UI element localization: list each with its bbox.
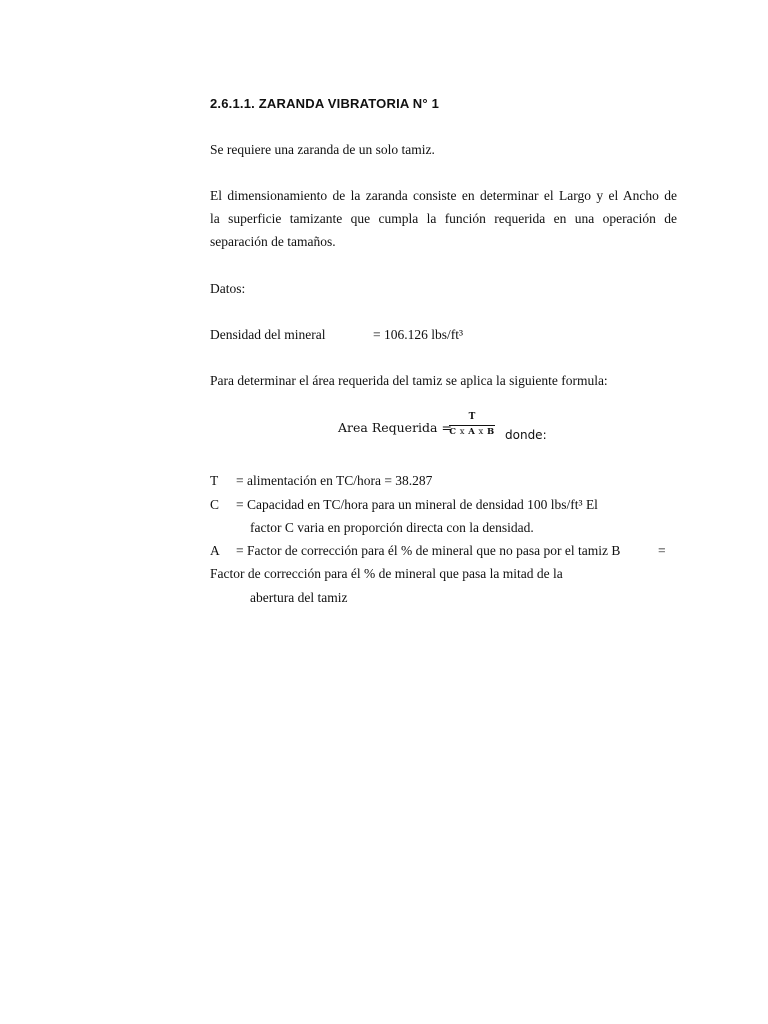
density-value: = 106.126 lbs/ft³ bbox=[373, 327, 464, 342]
formula-numerator: T bbox=[468, 412, 476, 422]
formula-fraction bbox=[449, 412, 495, 437]
intro-paragraph-2-line-2: la superficie tamizante que cumpla la función requerida en una operación de bbox=[210, 211, 677, 226]
intro-paragraph-2-line-1: El dimensionamiento de la zaranda consiste en determinar el Largo y el Ancho de bbox=[210, 188, 677, 203]
den-times-1: x bbox=[456, 427, 469, 437]
def-a-symbol: A bbox=[210, 543, 220, 558]
intro-paragraph-2-line-3: separación de tamaños. bbox=[210, 234, 336, 249]
formula-intro: Para determinar el área requerida del tamiz se aplica la siguiente formula: bbox=[210, 373, 608, 388]
def-b-equals: = bbox=[658, 543, 666, 558]
intro-paragraph-1: Se requiere una zaranda de un solo tamiz. bbox=[210, 142, 435, 157]
formula-lhs: Area Requerida = bbox=[338, 420, 452, 435]
den-times-2: x bbox=[475, 427, 488, 437]
formula-trailing: donde: bbox=[505, 428, 547, 442]
den-b: B bbox=[487, 427, 495, 437]
def-b-text: Factor de corrección para él % de mineral que pasa la mitad de la bbox=[210, 566, 563, 581]
def-t-symbol: T bbox=[210, 473, 219, 488]
def-a-text: = Factor de corrección para él % de mineral que no pasa por el tamiz B bbox=[236, 543, 621, 558]
fraction-bar bbox=[449, 425, 495, 426]
den-a: A bbox=[468, 427, 476, 437]
def-b-continuation: abertura del tamiz bbox=[250, 590, 348, 605]
def-c-symbol: C bbox=[210, 497, 220, 512]
def-c-text: = Capacidad en TC/hora para un mineral de densidad 100 lbs/ft³ El bbox=[236, 497, 598, 512]
formula-denominator bbox=[449, 427, 495, 437]
density-label: Densidad del mineral bbox=[210, 327, 326, 342]
den-c: C bbox=[449, 427, 457, 437]
data-label: Datos: bbox=[210, 281, 246, 296]
def-t-text: = alimentación en TC/hora = 38.287 bbox=[236, 473, 433, 488]
section-heading: 2.6.1.1. ZARANDA VIBRATORIA N° 1 bbox=[210, 96, 440, 111]
def-c-continuation: factor C varia en proporción directa con la densidad. bbox=[250, 520, 534, 535]
